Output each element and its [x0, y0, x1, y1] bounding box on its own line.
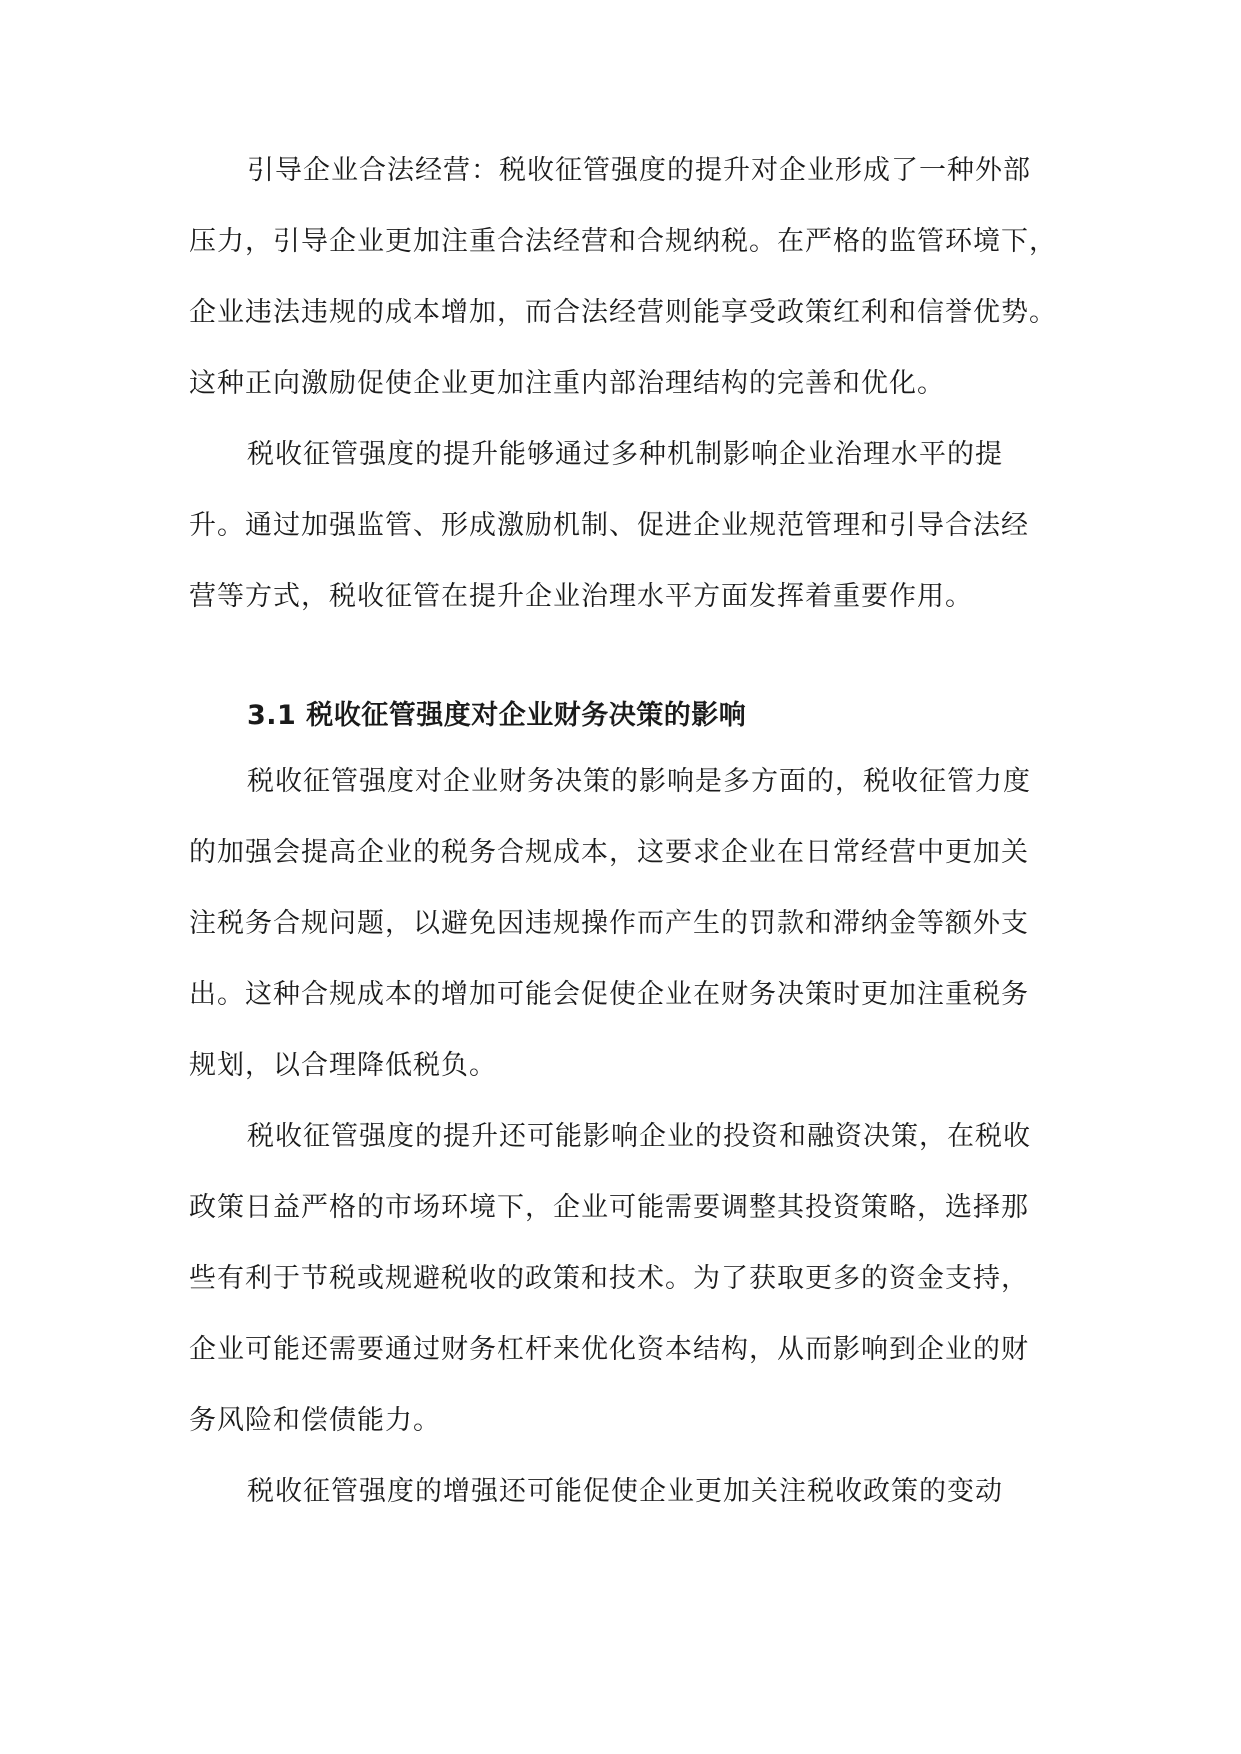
paragraph-line: 这种正向激励促使企业更加注重内部治理结构的完善和优化。: [189, 368, 945, 399]
paragraph-line: 引导企业合法经营：税收征管强度的提升对企业形成了一种外部: [247, 155, 1031, 186]
paragraph-line: 税收征管强度对企业财务决策的影响是多方面的，税收征管力度: [247, 766, 1031, 797]
paragraph-line: 政策日益严格的市场环境下，企业可能需要调整其投资策略，选择那: [189, 1192, 1029, 1223]
paragraph-line: 企业可能还需要通过财务杠杆来优化资本结构，从而影响到企业的财: [189, 1334, 1029, 1365]
paragraph-line: 税收征管强度的提升能够通过多种机制影响企业治理水平的提: [247, 439, 1003, 470]
section-heading: 3.1 税收征管强度对企业财务决策的影响: [247, 700, 747, 731]
paragraph-line: 规划，以合理降低税负。: [189, 1050, 497, 1081]
paragraph-line: 升。通过加强监管、形成激励机制、促进企业规范管理和引导合法经: [189, 510, 1029, 541]
paragraph-line: 税收征管强度的提升还可能影响企业的投资和融资决策，在税收: [247, 1121, 1031, 1152]
paragraph-line: 税收征管强度的增强还可能促使企业更加关注税收政策的变动: [247, 1476, 1003, 1507]
paragraph-line: 注税务合规问题，以避免因违规操作而产生的罚款和滞纳金等额外支: [189, 908, 1029, 939]
paragraph-line: 压力，引导企业更加注重合法经营和合规纳税。在严格的监管环境下，: [189, 226, 1057, 257]
paragraph-line: 务风险和偿债能力。: [189, 1405, 441, 1436]
paragraph-line: 的加强会提高企业的税务合规成本，这要求企业在日常经营中更加关: [189, 837, 1029, 868]
paragraph-line: 出。这种合规成本的增加可能会促使企业在财务决策时更加注重税务: [189, 979, 1029, 1010]
paragraph-line: 营等方式，税收征管在提升企业治理水平方面发挥着重要作用。: [189, 581, 973, 612]
paragraph-line: 些有利于节税或规避税收的政策和技术。为了获取更多的资金支持，: [189, 1263, 1029, 1294]
paragraph-line: 企业违法违规的成本增加，而合法经营则能享受政策红利和信誉优势。: [189, 297, 1057, 328]
